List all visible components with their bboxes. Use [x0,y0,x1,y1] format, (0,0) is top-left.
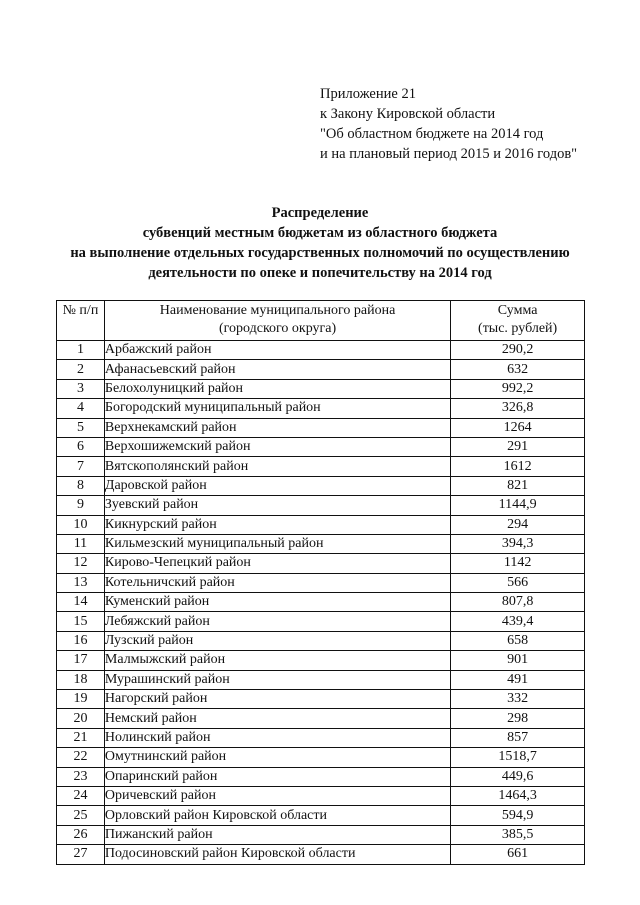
subsidy-amount: 290,2 [451,341,585,360]
subsidy-amount: 821 [451,476,585,495]
table-row [57,573,585,592]
header-sum-line2: (тыс. рублей) [478,321,558,336]
row-number: 17 [57,651,105,670]
district-name: Лебяжский район [104,612,450,631]
header-name-line1: Наименование муниципального района [159,303,396,318]
row-number: 21 [57,728,105,747]
header-number [57,301,105,341]
table-row [57,399,585,418]
row-number: 2 [57,360,105,379]
subsidy-amount: 491 [451,670,585,689]
appendix-line: и на плановый период 2015 и 2016 годов" [320,146,578,162]
subsidy-amount: 901 [451,651,585,670]
header-name-line2: (городского округа) [218,321,337,336]
header-number-label: № п/п [62,303,99,318]
table-header-row [57,301,585,341]
row-number: 3 [57,379,105,398]
header-district-name [104,301,450,341]
district-name: Богородский муниципальный район [104,399,450,418]
table-row [57,554,585,573]
district-name: Арбажский район [104,341,450,360]
row-number: 13 [57,573,105,592]
row-number: 27 [57,845,105,864]
district-name: Белохолуницкий район [104,379,450,398]
subsidy-amount: 439,4 [451,612,585,631]
appendix-line: Приложение 21 [320,86,416,102]
row-number: 19 [57,690,105,709]
district-name: Куменский район [104,593,450,612]
subsidy-amount: 1518,7 [451,748,585,767]
table-row [57,631,585,650]
row-number: 8 [57,476,105,495]
subsidy-amount: 332 [451,690,585,709]
row-number: 10 [57,515,105,534]
subsidy-amount: 661 [451,845,585,864]
subsidy-amount: 658 [451,631,585,650]
table-row [57,806,585,825]
appendix-line: к Закону Кировской области [320,106,496,122]
district-name: Котельничский район [104,573,450,592]
title-line: субвенций местным бюджетам из областного бюджета [142,225,498,241]
row-number: 4 [57,399,105,418]
table-row [57,709,585,728]
row-number: 5 [57,418,105,437]
subsidy-amount: 394,3 [451,534,585,553]
table-row [57,476,585,495]
subsidy-amount: 326,8 [451,399,585,418]
district-name: Вятскополянский район [104,457,450,476]
row-number: 1 [57,341,105,360]
district-name: Нолинский район [104,728,450,747]
subsidy-amount: 1612 [451,457,585,476]
table-row [57,612,585,631]
subsidy-amount: 294 [451,515,585,534]
row-number: 9 [57,496,105,515]
district-name: Верхнекамский район [104,418,450,437]
table-row [57,534,585,553]
row-number: 12 [57,554,105,573]
subsidy-amount: 857 [451,728,585,747]
district-name: Даровской район [104,476,450,495]
table-row [57,437,585,456]
row-number: 23 [57,767,105,786]
district-name: Мурашинский район [104,670,450,689]
table-row [57,360,585,379]
district-name: Зуевский район [104,496,450,515]
header-sum [451,301,585,341]
table-row [57,786,585,805]
district-name: Оричевский район [104,786,450,805]
table-row [57,728,585,747]
table-row [57,457,585,476]
subsidy-amount: 1144,9 [451,496,585,515]
table-row [57,767,585,786]
table-row [57,515,585,534]
title-line: на выполнение отдельных государственных полномочий по осуществлению [70,245,570,261]
distribution-table [56,300,585,865]
row-number: 24 [57,786,105,805]
subsidy-amount: 1264 [451,418,585,437]
subsidy-amount: 449,6 [451,767,585,786]
table-row [57,379,585,398]
subsidy-amount: 632 [451,360,585,379]
table-row [57,670,585,689]
district-name: Пижанский район [104,825,450,844]
table-row [57,496,585,515]
table-row [57,845,585,864]
district-name: Подосиновский район Кировской области [104,845,450,864]
subsidy-amount: 385,5 [451,825,585,844]
district-name: Омутнинский район [104,748,450,767]
subsidy-amount: 992,2 [451,379,585,398]
row-number: 26 [57,825,105,844]
appendix-line: "Об областном бюджете на 2014 год [320,126,544,142]
table-row [57,593,585,612]
district-name: Нагорский район [104,690,450,709]
table-row [57,341,585,360]
district-name: Орловский район Кировской области [104,806,450,825]
district-name: Немский район [104,709,450,728]
header-sum-line1: Сумма [497,303,538,318]
row-number: 16 [57,631,105,650]
row-number: 18 [57,670,105,689]
district-name: Кикнурский район [104,515,450,534]
title-line: деятельности по опеке и попечительству на 2014 год [148,265,492,281]
subsidy-amount: 566 [451,573,585,592]
table-row [57,651,585,670]
table-row [57,690,585,709]
document-title [0,203,640,283]
subsidy-amount: 1142 [451,554,585,573]
district-name: Опаринский район [104,767,450,786]
district-name: Верхошижемский район [104,437,450,456]
district-name: Лузский район [104,631,450,650]
row-number: 6 [57,437,105,456]
district-name: Кирово-Чепецкий район [104,554,450,573]
district-name: Кильмезский муниципальный район [104,534,450,553]
title-line: Распределение [271,205,369,221]
appendix-header [320,84,620,164]
subsidy-amount: 807,8 [451,593,585,612]
table-row [57,825,585,844]
subsidy-amount: 1464,3 [451,786,585,805]
row-number: 15 [57,612,105,631]
row-number: 22 [57,748,105,767]
table-row [57,418,585,437]
table-row [57,748,585,767]
subsidy-amount: 298 [451,709,585,728]
district-name: Малмыжский район [104,651,450,670]
row-number: 25 [57,806,105,825]
district-name: Афанасьевский район [104,360,450,379]
row-number: 14 [57,593,105,612]
row-number: 20 [57,709,105,728]
row-number: 11 [57,534,105,553]
subsidy-amount: 291 [451,437,585,456]
row-number: 7 [57,457,105,476]
subsidy-amount: 594,9 [451,806,585,825]
